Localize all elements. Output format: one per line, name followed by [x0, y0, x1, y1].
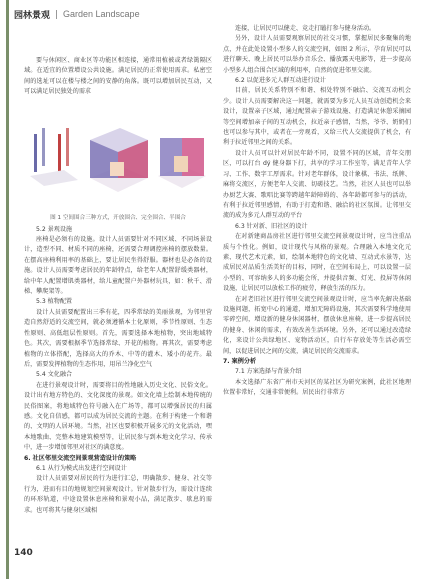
paragraph: 在对老旧社区进行邻里交流空间景观设计时，应当率先解决基础设施问题，拓宽中心的通道，增加无障碍设施，其次需要科学地使用零碎空间，增设新的健身休闲器材，摆放休息座椅，进一步提高居民的健身、休闲的需求，有效改善生活环境。另外，还可以通过改造绿化，来设计公共绿地区、宠物活动区，自行车存放处等生活必需空间，以促进居民之间的交流，满足居民的交流需求。	[223, 295, 411, 355]
section-heading: 5.3 植物配置	[36, 298, 73, 306]
figure-1	[24, 104, 212, 212]
paragraph: 设计人员可以针对居民年龄不同，设置不同的区域，青年交朋区，可以打台 dý 健身器下打，共享的学习工作室等，满足青年人学习、工作、数字工厚需求。针对老年群体，设计象棋、书法、纸牌、麻将交流区，方便老年人交流、切磋技艺。当然，社区人员也可以举办厨艺大赛、歌唱比赛等跨越年龄障碍的、各年龄都可参与的活动，有利于拉近邻里感情，有助于打造和谐、融洽的社区氛围。让邻里交流的成为多元人群互动的平台	[223, 149, 411, 220]
section-heading: 5.2 景观设施	[36, 225, 73, 233]
paragraph: 在对新建商品房社区进行邻里交流空间景观设计时，应当注重品质与个性化。例如，设计现代与风格的景观。合理融入本地文化元素、现代艺术元素，如，绘制本地特色的文化墙、互动式水景等，达成居民对品质生活美好的目标，同时，在空间布局上，可以设置一层小型的、可容纳多人的多功能会所，并提供音频、灯光、投屏等休闲设施，让居民可以放松工作的疲劳，释放生活的压力。	[223, 233, 411, 293]
figure-enclosure-illustrations	[24, 104, 212, 210]
semi-enclosure-illustration	[158, 138, 206, 188]
header-title-cn: 园林景观	[14, 10, 51, 21]
header-divider	[56, 10, 57, 19]
paragraph: 座椅是必须有的设施。设计人员需要针对不同区域、不同场景设计，造型不同、材质不同的座椅，还需要合理调控座椅的摆放数量。在摆高座椅利用率的基础上，要让居民坐得舒服。器材也是必备的设施。设计人员需要考虑居民的年龄特点，给老年人配置舒缓类器材，给中年人配置增肌类器材，给儿童配置户外器材玩具，如：秋千、滑梯、攀爬架等。	[24, 236, 212, 296]
section-heading: 6.1 从行为模式出发进行空间设计	[36, 464, 127, 472]
paragraph: 目前，居民关系特别不和谐、相处特别不融洽、交流互动机会少。设计人员需要解决这一问题，就需要为多元人员互动创造机会来设计，设置亲子区域，通过配置亲子游戏设施、打造满足休憩采摘园等空间增加亲子间的互动机会，拉近亲子感情，当然，爷爷、奶奶们也可以参与其中，或者在一旁观看，又给三代人交流提供了机会，有利于拉近邻里之间的关系。	[223, 87, 411, 147]
right-column	[223, 24, 411, 399]
figure-caption: 图 1 空间围合三种方式，开放围合、完全围合、半围合	[50, 214, 186, 221]
page-header	[14, 7, 140, 21]
paragraph: 设计人员需要对居民的行为进行汇总，明确散步、健身、社交等行为，进而有目的地规划空间景观设计。针对散步行为，需设计连续的环形轨道，中途设置休息座椅和景观小品，满足散步、歇息的需求。也可将其与健身区域相	[24, 475, 212, 514]
paragraph: 本文选择广东省广州市天河区的某社区为研究案例，此社区地理位置非常好，交通非常便利。居民出行非常方	[223, 378, 411, 397]
open-enclosure-illustration	[30, 128, 78, 186]
paragraph: 另外，设计人员需要观察居民的社交习惯，掌握居民多聚集的地点，并在此处设置小型多人的交流空间，如图 2 所示，孕育居民可以进行聊天、晚上居民可以举办音乐会、播放露天电影等，进一步提高小型多人组合围合区域的利用率，自然的促进邻里交流。	[223, 35, 411, 74]
full-enclosure-illustration	[90, 128, 148, 192]
left-column	[24, 56, 212, 516]
paragraph: 要与休闲区、商业区等功能区相连接，通常用植被或者绿篱隔区域。在适宜的位置增设公共设施。满足居民的正常使用需求。私密空间的选址可以在楼与楼之间的安静的角落。既可以增加居民互动，又可以满足居民独处的需求	[24, 57, 212, 96]
paragraph: 连接，让居民可以健走、竞走打瞌打参与健身活动。	[235, 25, 376, 32]
section-heading: 6.2 以促进多元人群互动进行设计	[235, 77, 326, 85]
section-heading: 6.3 针对新、旧社区的设计	[235, 222, 308, 230]
chapter-heading: 6. 社区邻里交流空间景观营造设计的策略	[24, 454, 137, 462]
chapter-heading: 7. 案例分析	[223, 358, 257, 365]
header-title-en: Garden Landscape	[63, 9, 140, 19]
paragraph: 设计人员需要配置出三季有花，四季常绿的美丽景观，为邻里营造自然舒适的交流空间，就必须遵循本土化原则，季节性原则、生态性原则、高低组层性原则。首先，需要选择本地植物，突出地域特色。其次，需要根据季节选择常绿、开花的植物。再其次，需要考虑植物的立体搭配，选择高大的乔木、中等的灌木、矮小的花卉。最后，需要发挥植物的生态作用，用吊兰净化空气	[24, 308, 212, 368]
page-number: 140	[14, 548, 33, 558]
section-heading: 5.4 文化融合	[36, 371, 73, 379]
sidebar-accent-bar	[6, 0, 9, 579]
section-heading: 7.1 方案选择与背景介绍	[235, 368, 302, 376]
paragraph: 在进行景观设计时，需要将目的性地融入历史文化、民俗文化。设计出有地方特色的、文化深度的景观。如文化墙上绘制本地传统的民俗图案，将地域特色符号融入在广场等，都可以增强居民的归属感。文化自信感，都可以成为居民交流的主题。在利于构建一个和谐的、文明的人居环境。当然，社区也要积极开展多元的文化活动，嘿本地歌曲、完整本地建筑模型等，让居民参与到本地文化学习、传承中，进一步增加邻里对社区的满意度。	[24, 381, 212, 452]
